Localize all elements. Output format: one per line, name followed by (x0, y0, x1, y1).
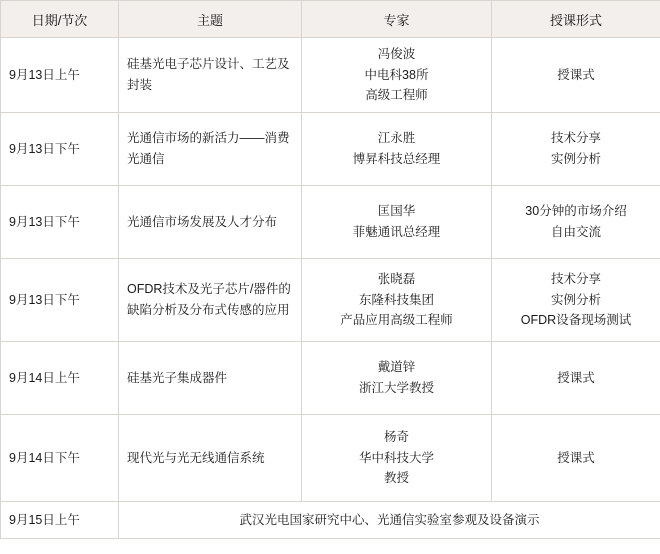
cell-date: 9月14日下午 (1, 414, 119, 501)
cell-topic (119, 414, 302, 501)
topic-line: 光通信市场的新活力——消费 (127, 131, 290, 146)
cell-date: 9月15日上午 (1, 501, 119, 538)
cell-topic (119, 341, 302, 414)
table-row (1, 38, 660, 113)
format-line: 技术分享 (550, 271, 601, 286)
format-line: 30分钟的市场介绍 (525, 204, 627, 219)
table-header (1, 1, 660, 38)
topic-line: 封装 (127, 77, 153, 92)
expert-line: 江永胜 (377, 131, 416, 146)
format-line: OFDR设备现场测试 (520, 313, 632, 328)
expert-line: 产品应用高级工程师 (340, 313, 453, 328)
cell-expert (302, 112, 492, 185)
expert-line: 戴道锌 (377, 360, 416, 375)
expert-line: 张晓磊 (377, 271, 416, 286)
table-row (1, 258, 660, 341)
expert-line: 博昇科技总经理 (352, 151, 441, 166)
topic-line: 光通信 (127, 151, 165, 166)
cell-format (492, 258, 660, 341)
cell-expert (302, 185, 492, 258)
expert-line: 高级工程师 (365, 88, 428, 103)
cell-format (492, 38, 660, 113)
format-line: 技术分享 (550, 131, 601, 146)
table-row (1, 341, 660, 414)
cell-topic (119, 112, 302, 185)
cell-topic (119, 185, 302, 258)
topic-line: 现代光与光无线通信系统 (127, 450, 265, 465)
column-header-expert: 专家 (302, 1, 492, 38)
topic-line: 光通信市场发展及人才分布 (127, 214, 278, 229)
cell-expert (302, 258, 492, 341)
format-line: 实例分析 (550, 151, 601, 166)
cell-final-content: 武汉光电国家研究中心、光通信实验室参观及设备演示 (119, 501, 660, 538)
expert-line: 中电科38所 (364, 67, 429, 82)
table-row (1, 414, 660, 501)
table-body (1, 38, 660, 539)
cell-expert (302, 341, 492, 414)
cell-date: 9月13日下午 (1, 112, 119, 185)
cell-date: 9月13日下午 (1, 258, 119, 341)
cell-date: 9月13日下午 (1, 185, 119, 258)
expert-line: 东隆科技集团 (358, 292, 434, 307)
cell-format (492, 185, 660, 258)
format-line: 授课式 (557, 450, 595, 465)
expert-line: 冯俊波 (377, 47, 416, 61)
topic-line: OFDR技术及光子芯片/器件的 (127, 282, 291, 297)
table-row-final (1, 501, 660, 538)
expert-line: 匡国华 (377, 204, 416, 219)
header-row (1, 1, 660, 38)
expert-line: 浙江大学教授 (358, 380, 434, 395)
cell-topic (119, 258, 302, 341)
topic-line: 缺陷分析及分布式传感的应用 (127, 302, 290, 317)
expert-line: 教授 (383, 471, 409, 486)
format-line: 自由交流 (550, 224, 601, 239)
cell-date: 9月13日上午 (1, 38, 119, 113)
cell-topic (119, 38, 302, 113)
cell-expert (302, 38, 492, 113)
format-line: 实例分析 (550, 292, 601, 307)
table-row (1, 185, 660, 258)
format-line: 授课式 (557, 370, 595, 385)
cell-format (492, 341, 660, 414)
expert-line: 华中科技大学 (358, 450, 434, 465)
column-header-format: 授课形式 (492, 1, 660, 38)
cell-format (492, 414, 660, 501)
table-row (1, 112, 660, 185)
format-line: 授课式 (557, 67, 595, 82)
column-header-topic: 主题 (119, 1, 302, 38)
topic-line: 硅基光子集成器件 (127, 370, 228, 385)
expert-line: 杨奇 (383, 429, 409, 444)
cell-format (492, 112, 660, 185)
expert-line: 菲魅通讯总经理 (352, 224, 441, 239)
cell-date: 9月14日上午 (1, 341, 119, 414)
topic-line: 硅基光电子芯片设计、工艺及 (127, 57, 290, 72)
cell-expert (302, 414, 492, 501)
column-header-date: 日期/节次 (1, 1, 119, 38)
